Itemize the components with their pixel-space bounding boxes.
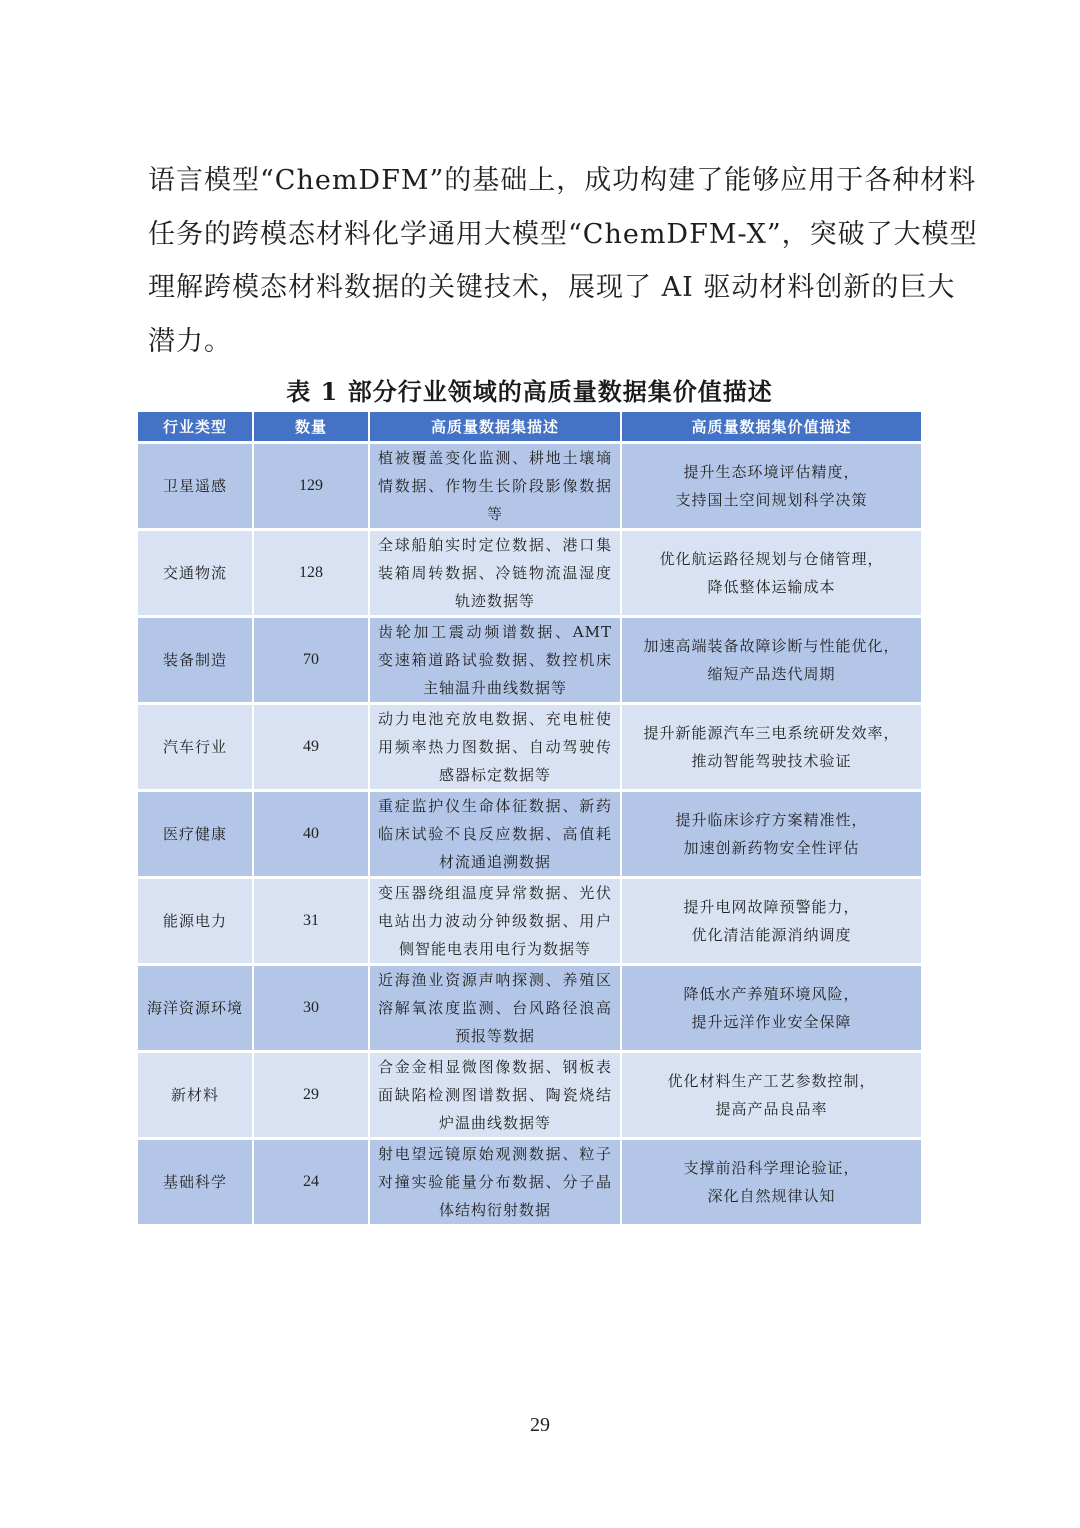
page-number: 29 [530, 1414, 550, 1436]
value-cell [621, 443, 921, 530]
industry-cell: 医疗健康 [138, 791, 253, 878]
value-line: 优化航运路径规划与仓储管理， [659, 550, 884, 568]
table-row [138, 617, 921, 704]
table-row [138, 791, 921, 878]
count-cell: 29 [253, 1052, 369, 1139]
value-line: 支撑前沿科学理论验证， [683, 1159, 860, 1177]
description-cell: 变压器绕组温度异常数据、光伏电站出力波动分钟级数据、用户侧智能电表用电行为数据等 [369, 878, 621, 965]
count-cell: 40 [253, 791, 369, 878]
value-line: 降低整体运输成本 [707, 578, 836, 596]
count-cell: 24 [253, 1139, 369, 1225]
value-cell [621, 1139, 921, 1225]
value-line: 加速高端装备故障诊断与性能优化， [643, 637, 900, 655]
industry-cell: 能源电力 [138, 878, 253, 965]
description-cell: 射电望远镜原始观测数据、粒子对撞实验能量分布数据、分子晶体结构衍射数据 [369, 1139, 621, 1225]
industry-cell: 海洋资源环境 [138, 965, 253, 1052]
value-line: 优化材料生产工艺参数控制， [667, 1072, 876, 1090]
value-cell [621, 878, 921, 965]
value-cell [621, 791, 921, 878]
count-cell: 70 [253, 617, 369, 704]
industry-cell: 卫星遥感 [138, 443, 253, 530]
header-industry: 行业类型 [138, 412, 253, 443]
description-cell: 合金金相显微图像数据、钢板表面缺陷检测图谱数据、陶瓷烧结炉温曲线数据等 [369, 1052, 621, 1139]
paragraph-line: 潜力。 [148, 325, 232, 357]
paragraph-line: 理解跨模态材料数据的关键技术，展现了 AI 驱动材料创新的巨大 [148, 272, 956, 303]
header-count: 数量 [253, 412, 369, 443]
value-line: 提升电网故障预警能力， [683, 898, 860, 916]
industry-cell: 基础科学 [138, 1139, 253, 1225]
value-line: 提升临床诊疗方案精准性， [675, 811, 868, 829]
description-cell: 齿轮加工震动频谱数据、AMT 变速箱道路试验数据、数控机床主轴温升曲线数据等 [369, 617, 621, 704]
table-row [138, 965, 921, 1052]
value-line: 提升远洋作业安全保障 [691, 1013, 852, 1031]
description-cell: 全球船舶实时定位数据、港口集装箱周转数据、冷链物流温湿度轨迹数据等 [369, 530, 621, 617]
count-cell: 128 [253, 530, 369, 617]
count-cell: 49 [253, 704, 369, 791]
table-caption: 表 1 部分行业领域的高质量数据集价值描述 [286, 377, 773, 406]
value-cell [621, 530, 921, 617]
industry-cell: 装备制造 [138, 617, 253, 704]
table-row [138, 1052, 921, 1139]
industry-dataset-table [138, 412, 921, 1224]
value-line: 优化清洁能源消纳调度 [691, 926, 852, 944]
value-line: 加速创新药物安全性评估 [683, 839, 860, 857]
value-cell [621, 1052, 921, 1139]
value-line: 提升生态环境评估精度， [683, 463, 860, 481]
paragraph-line: 任务的跨模态材料化学通用大模型“ChemDFM-X”，突破了大模型 [148, 218, 978, 250]
value-line: 提高产品良品率 [715, 1100, 828, 1118]
value-line: 支持国土空间规划科学决策 [675, 491, 868, 509]
count-cell: 30 [253, 965, 369, 1052]
table-row [138, 443, 921, 530]
table-row [138, 530, 921, 617]
value-line: 推动智能驾驶技术验证 [691, 752, 852, 770]
value-cell [621, 617, 921, 704]
value-cell [621, 965, 921, 1052]
table-row [138, 1139, 921, 1225]
description-cell: 植被覆盖变化监测、耕地土壤墒情数据、作物生长阶段影像数据等 [369, 443, 621, 530]
count-cell: 129 [253, 443, 369, 530]
table-body [138, 443, 921, 1225]
industry-cell: 新材料 [138, 1052, 253, 1139]
header-description: 高质量数据集描述 [369, 412, 621, 443]
value-cell [621, 704, 921, 791]
count-cell: 31 [253, 878, 369, 965]
description-cell: 重症监护仪生命体征数据、新药临床试验不良反应数据、高值耗材流通追溯数据 [369, 791, 621, 878]
table-header-row [138, 412, 921, 443]
description-cell: 近海渔业资源声呐探测、养殖区溶解氧浓度监测、台风路径浪高预报等数据 [369, 965, 621, 1052]
body-paragraph [148, 154, 978, 368]
value-line: 缩短产品迭代周期 [707, 665, 836, 683]
industry-cell: 交通物流 [138, 530, 253, 617]
table-row [138, 878, 921, 965]
value-line: 提升新能源汽车三电系统研发效率， [643, 724, 900, 742]
value-line: 深化自然规律认知 [707, 1187, 836, 1205]
industry-cell: 汽车行业 [138, 704, 253, 791]
paragraph-line: 语言模型“ChemDFM”的基础上，成功构建了能够应用于各种材料 [148, 165, 977, 196]
header-value: 高质量数据集价值描述 [621, 412, 921, 443]
description-cell: 动力电池充放电数据、充电桩使用频率热力图数据、自动驾驶传感器标定数据等 [369, 704, 621, 791]
table-row [138, 704, 921, 791]
value-line: 降低水产养殖环境风险， [683, 985, 860, 1003]
